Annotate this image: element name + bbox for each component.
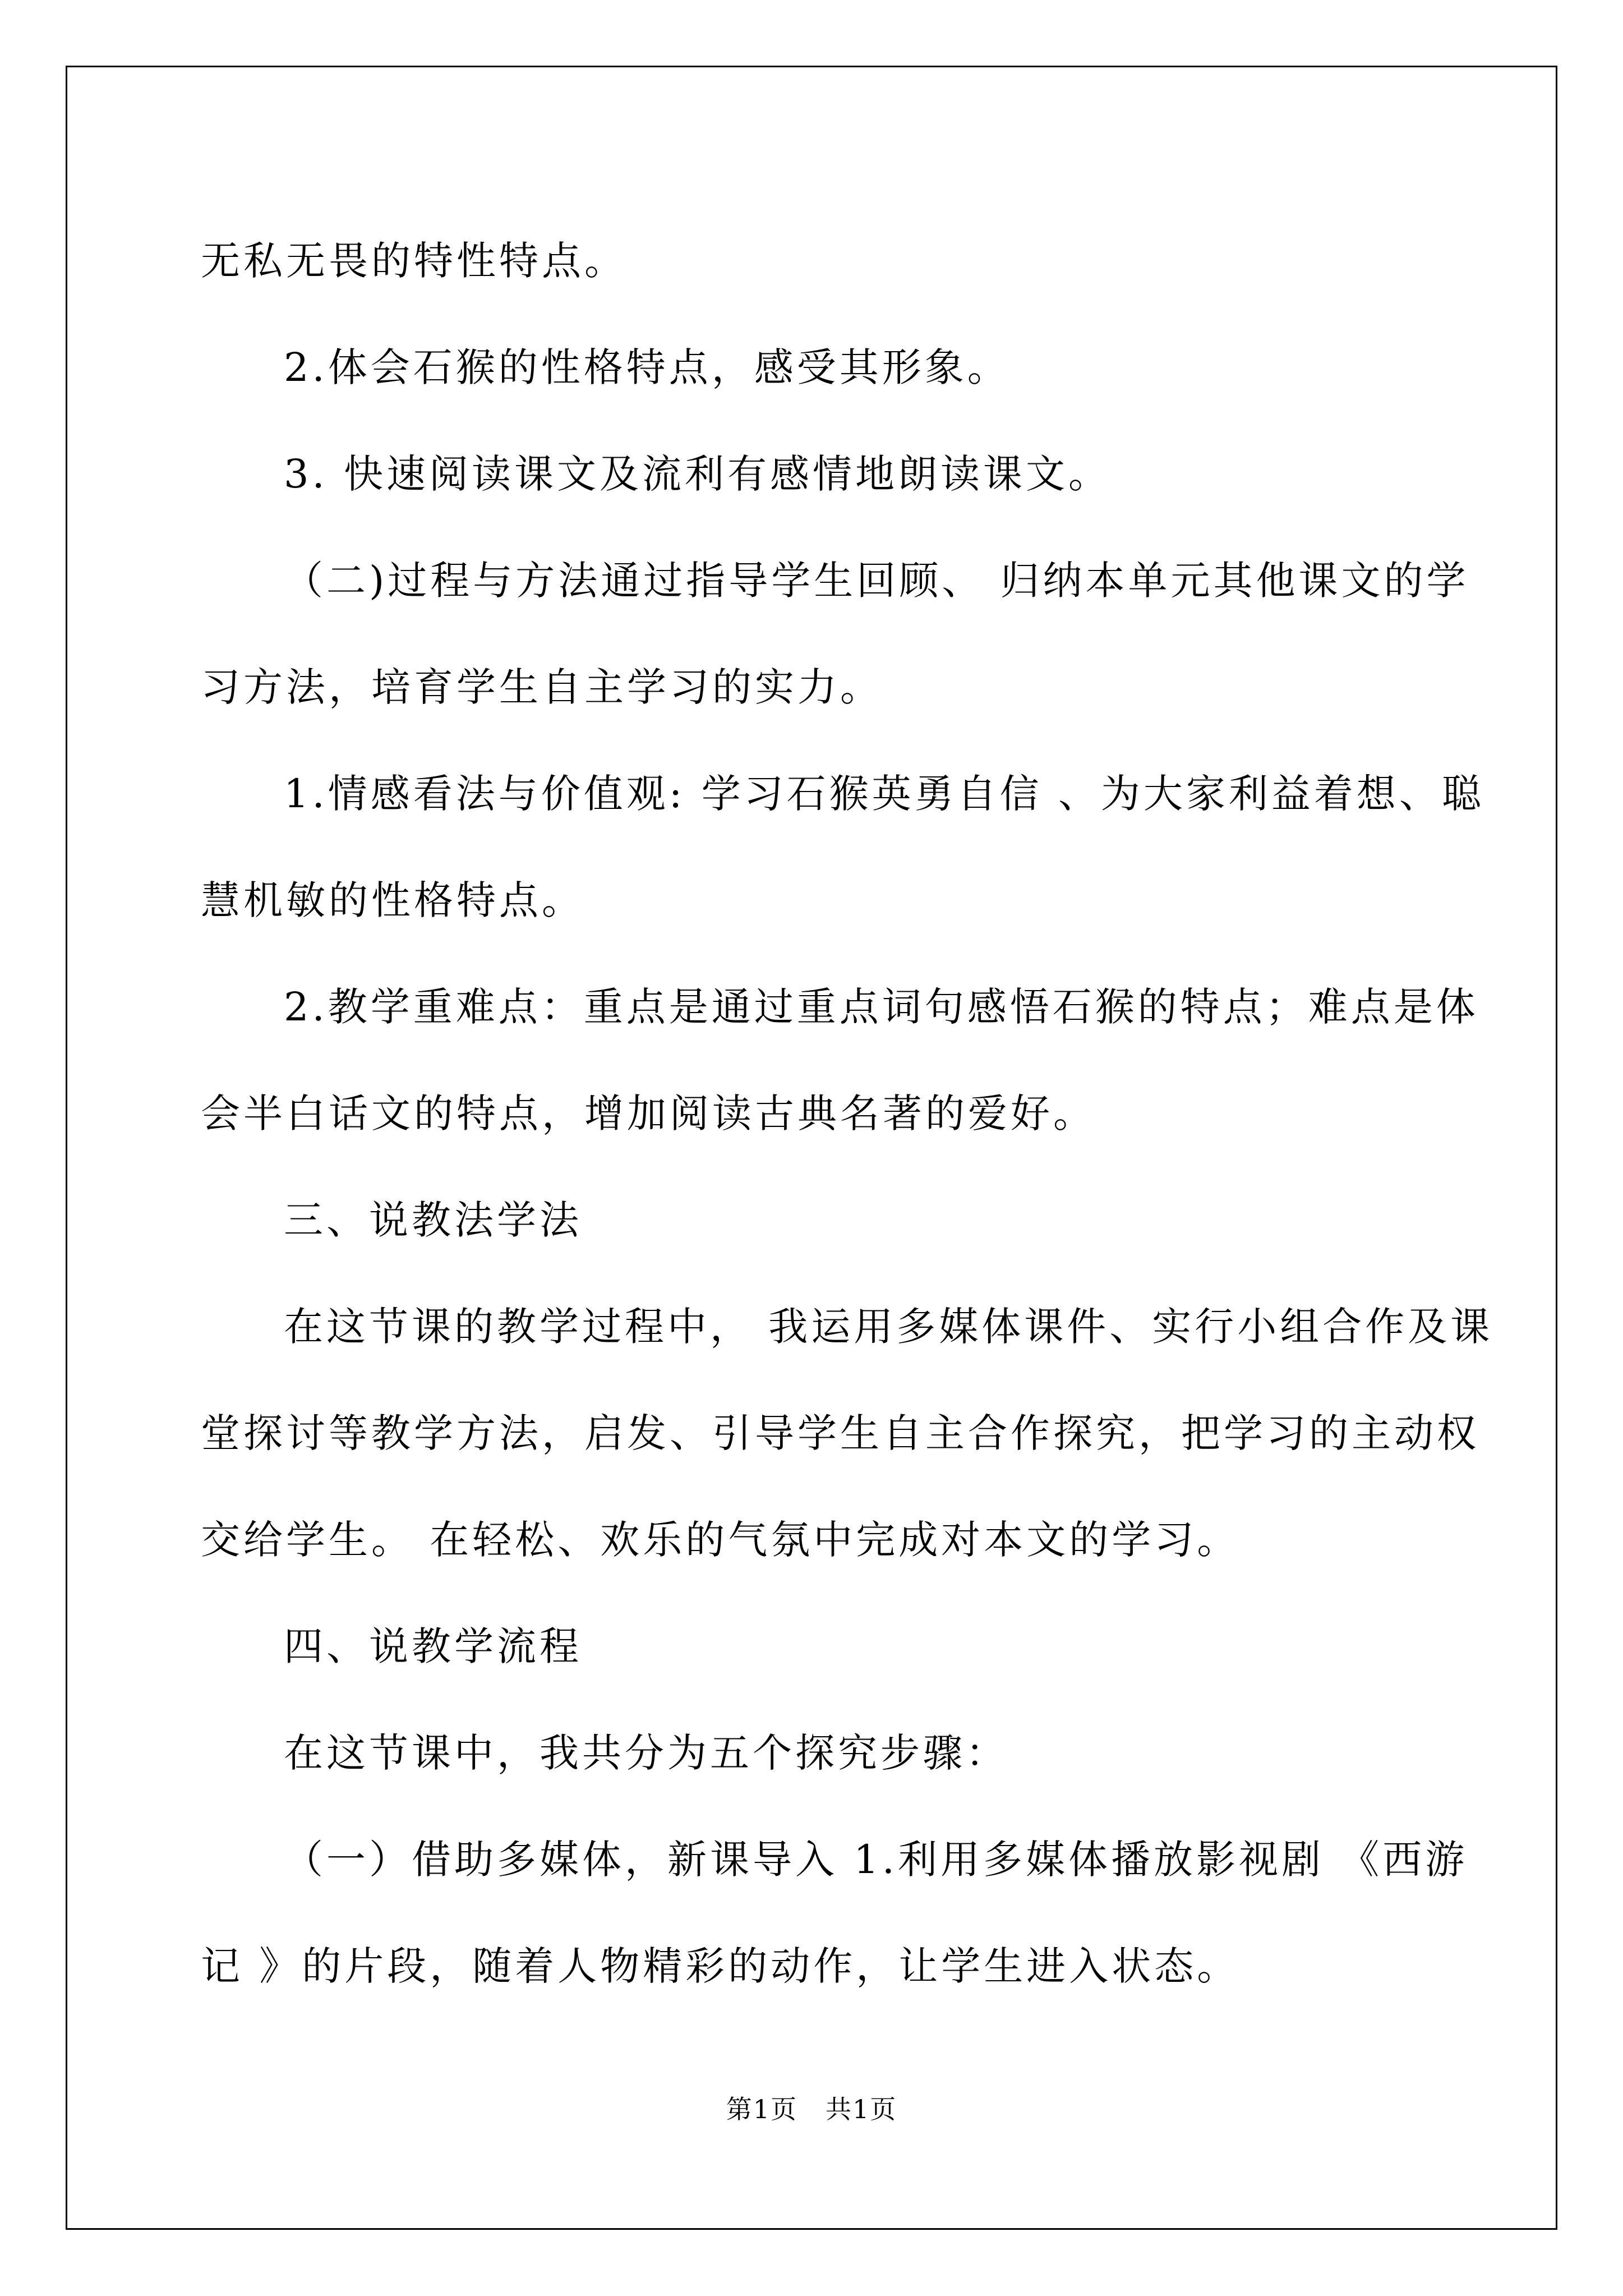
text-line-8: 2.教学重难点：重点是通过重点词句感悟石猴的特点；难点是体 (284, 984, 1479, 1030)
section-heading-3: 三、说教法学法 (284, 1197, 582, 1243)
text-line-16: （一）借助多媒体，新课导入 1.利用多媒体播放影视剧 《西游 (284, 1837, 1468, 1883)
text-line-1: 无私无畏的特性特点。 (201, 238, 627, 284)
text-line-2: 2.体会石猴的性格特点，感受其形象。 (284, 344, 1010, 390)
text-line-11: 在这节课的教学过程中， 我运用多媒体课件、实行小组合作及课 (284, 1304, 1493, 1350)
text-line-7: 慧机敏的性格特点。 (201, 877, 584, 923)
page-number-total: 共1页 (826, 2094, 897, 2124)
text-line-3: 3. 快速阅读课文及流利有感情地朗读课文。 (284, 451, 1112, 497)
document-body (201, 208, 1493, 2019)
text-line-6: 1.情感看法与价值观: 学习石猴英勇自信 、为大家利益着想、聪 (284, 771, 1484, 817)
text-line-4: （二)过程与方法通过指导学生回顾、 归纳本单元其他课文的学 (284, 558, 1469, 604)
text-line-15: 在这节课中，我共分为五个探究步骤： (284, 1730, 1008, 1776)
text-line-17: 记 》的片段，随着人物精彩的动作，让学生进入状态。 (201, 1943, 1240, 1989)
section-heading-4: 四、说教学流程 (284, 1623, 582, 1669)
page-number-current: 第1页 (726, 2094, 797, 2124)
text-line-5: 习方法，培育学生自主学习的实力。 (201, 664, 883, 710)
page-footer (0, 2092, 1623, 2126)
text-line-12: 堂探讨等教学方法，启发、引导学生自主合作探究，把学习的主动权 (201, 1410, 1479, 1456)
text-line-9: 会半白话文的特点，增加阅读古典名著的爱好。 (201, 1091, 1096, 1137)
text-line-13: 交给学生。 在轻松、欢乐的气氛中完成对本文的学习。 (201, 1517, 1240, 1563)
